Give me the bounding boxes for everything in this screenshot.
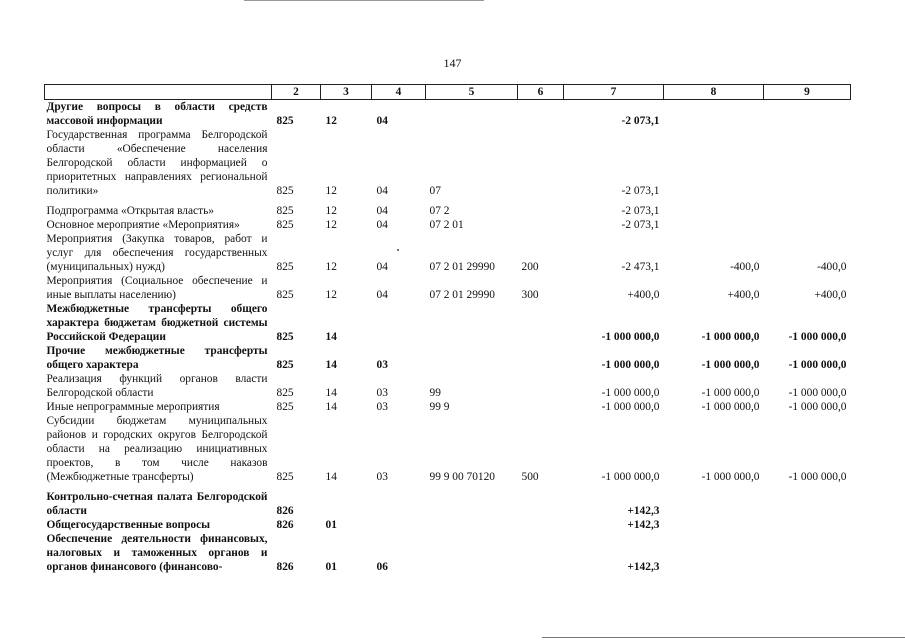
row-name: Обеспечение деятельности финансовых, налоговых и таможенных органов и органов финансового (финансово- — [46, 533, 268, 573]
amount-col7: -1 000 000,0 — [601, 331, 660, 343]
amount-col9 — [764, 198, 851, 218]
code-ministry: 825 — [276, 185, 294, 197]
amount-col9 — [764, 518, 851, 532]
table-row — [45, 198, 851, 218]
code-subsection: 04 — [376, 219, 388, 231]
amount-col7: -1 000 000,0 — [601, 471, 660, 483]
row-name: Иные непрограммные мероприятия — [46, 401, 220, 413]
code-expense-type: 500 — [521, 471, 539, 483]
amount-col7: -1 000 000,0 — [601, 359, 660, 371]
row-name: Подпрограмма «Открытая власть» — [46, 205, 214, 217]
code-target-article: 07 2 01 29990 — [429, 261, 495, 273]
scan-bottom-rule — [542, 637, 905, 638]
code-subsection: 03 — [376, 471, 388, 483]
amount-col8 — [664, 484, 764, 518]
amount-col9 — [764, 218, 851, 232]
code-ministry: 825 — [276, 261, 294, 273]
code-ministry: 826 — [276, 519, 294, 531]
code-subsection — [372, 518, 426, 532]
amount-col9: -1 000 000,0 — [788, 471, 847, 483]
code-expense-type — [518, 128, 564, 198]
amount-col7: +142,3 — [627, 561, 660, 573]
amount-col7: +400,0 — [627, 289, 660, 301]
code-ministry: 825 — [276, 205, 294, 217]
header-cell: 9 — [764, 85, 851, 100]
amount-col7: -1 000 000,0 — [601, 387, 660, 399]
code-subsection: 03 — [376, 401, 388, 413]
code-target-article — [426, 302, 518, 344]
header-cell: 5 — [426, 85, 518, 100]
header-cell: 8 — [664, 85, 764, 100]
code-subsection — [372, 302, 426, 344]
amount-col8 — [664, 518, 764, 532]
code-subsection: 04 — [376, 185, 388, 197]
code-ministry: 825 — [276, 289, 294, 301]
code-ministry: 825 — [276, 471, 294, 483]
code-expense-type — [518, 100, 564, 129]
amount-col8 — [664, 532, 764, 574]
amount-col7: -2 473,1 — [621, 261, 660, 273]
amount-col9: -400,0 — [817, 261, 847, 273]
amount-col9 — [764, 484, 851, 518]
code-ministry: 825 — [276, 331, 294, 343]
code-target-article — [426, 100, 518, 129]
code-section: 12 — [325, 115, 337, 127]
header-cell — [45, 85, 272, 100]
amount-col9 — [764, 532, 851, 574]
amount-col8: -400,0 — [730, 261, 760, 273]
amount-col8: +400,0 — [727, 289, 760, 301]
code-section: 12 — [325, 205, 337, 217]
code-section: 12 — [325, 289, 337, 301]
amount-col7: +142,3 — [627, 505, 660, 517]
header-cell: 6 — [518, 85, 564, 100]
amount-col7: +142,3 — [627, 519, 660, 531]
code-target-article: 07 2 01 29990 — [429, 289, 495, 301]
budget-table — [44, 84, 851, 574]
amount-col9 — [764, 100, 851, 129]
table-row — [45, 302, 851, 344]
amount-col8: -1 000 000,0 — [701, 471, 760, 483]
code-section: 14 — [325, 359, 337, 371]
code-ministry: 826 — [276, 505, 294, 517]
code-subsection — [372, 484, 426, 518]
table-body — [45, 100, 851, 575]
table-row — [45, 484, 851, 518]
amount-col9 — [764, 128, 851, 198]
amount-col8: -1 000 000,0 — [701, 401, 760, 413]
header-cell: 2 — [272, 85, 321, 100]
code-section: 14 — [325, 331, 337, 343]
code-expense-type — [518, 198, 564, 218]
code-section: 12 — [325, 185, 337, 197]
code-ministry: 825 — [276, 359, 294, 371]
code-target-article — [426, 518, 518, 532]
table-row — [45, 274, 851, 302]
amount-col9: -1 000 000,0 — [788, 359, 847, 371]
code-target-article — [426, 344, 518, 372]
row-name: Мероприятия (Социальное обеспечение и иные выплаты населению) — [46, 275, 268, 301]
table-row — [45, 532, 851, 574]
code-expense-type — [518, 372, 564, 400]
amount-col8: -1 000 000,0 — [701, 359, 760, 371]
code-target-article — [426, 532, 518, 574]
table-row — [45, 518, 851, 532]
table-row — [45, 100, 851, 129]
amount-col8 — [664, 128, 764, 198]
header-cell: 3 — [321, 85, 372, 100]
code-expense-type — [518, 400, 564, 414]
header-cell: 7 — [564, 85, 664, 100]
code-target-article: 99 9 — [429, 401, 450, 413]
code-ministry: 825 — [276, 115, 294, 127]
code-target-article: 07 2 — [429, 205, 450, 217]
code-expense-type: 200 — [521, 261, 539, 273]
amount-col7: -1 000 000,0 — [601, 401, 660, 413]
code-section — [321, 484, 372, 518]
row-name: Основное мероприятие «Мероприятия» — [46, 219, 240, 231]
code-section: 01 — [325, 561, 337, 573]
amount-col7: -2 073,1 — [621, 115, 660, 127]
row-name: Субсидии бюджетам муниципальных районов и городских округов Белгородской области на реализацию инициативных проектов, в том числе наказов (Межбюджетные трансферты) — [46, 415, 268, 483]
code-expense-type — [518, 484, 564, 518]
code-subsection: 06 — [376, 561, 388, 573]
header-cell: 4 — [372, 85, 426, 100]
code-target-article: 07 — [429, 185, 441, 197]
amount-col8: -1 000 000,0 — [701, 387, 760, 399]
code-ministry: 825 — [276, 401, 294, 413]
code-target-article: 99 — [429, 387, 441, 399]
amount-col7: -2 073,1 — [621, 219, 660, 231]
code-ministry: 825 — [276, 387, 294, 399]
table-row — [45, 232, 851, 274]
code-subsection: 03 — [376, 387, 388, 399]
code-section: 01 — [325, 519, 337, 531]
code-section: 14 — [325, 401, 337, 413]
code-subsection: 04 — [376, 205, 388, 217]
code-expense-type — [518, 532, 564, 574]
row-name: Государственная программа Белгородской области «Обеспечение населения Белгородской области информацией о приоритетных направлениях региональной политики» — [46, 129, 268, 197]
code-expense-type — [518, 344, 564, 372]
code-expense-type — [518, 518, 564, 532]
row-name: Другие вопросы в области средств массовой информации — [46, 101, 268, 127]
amount-col7: -2 073,1 — [621, 185, 660, 197]
code-target-article — [426, 484, 518, 518]
code-target-article: 07 2 01 — [429, 219, 464, 231]
row-name: Контрольно-счетная палата Белгородской области — [46, 491, 268, 517]
row-name: Межбюджетные трансферты общего характера бюджетам бюджетной системы Российской Федерации — [46, 303, 268, 343]
table-row — [45, 344, 851, 372]
table-row — [45, 218, 851, 232]
amount-col7: -2 073,1 — [621, 205, 660, 217]
amount-col9: +400,0 — [814, 289, 847, 301]
table-row — [45, 372, 851, 400]
code-ministry: 826 — [276, 561, 294, 573]
code-subsection: 04 — [376, 289, 388, 301]
scan-speck — [397, 249, 399, 251]
amount-col9: -1 000 000,0 — [788, 331, 847, 343]
page-number: 147 — [443, 56, 462, 70]
row-name: Общегосударственные вопросы — [46, 519, 211, 531]
code-ministry: 825 — [276, 219, 294, 231]
code-section: 12 — [325, 219, 337, 231]
code-expense-type — [518, 302, 564, 344]
row-name: Реализация функций органов власти Белгородской области — [46, 373, 268, 399]
amount-col9: -1 000 000,0 — [788, 387, 847, 399]
amount-col8 — [664, 100, 764, 129]
amount-col8 — [664, 218, 764, 232]
code-section: 14 — [325, 387, 337, 399]
header-row — [45, 85, 851, 100]
amount-col8 — [664, 198, 764, 218]
table-row — [45, 128, 851, 198]
code-expense-type: 300 — [521, 289, 539, 301]
code-subsection: 03 — [376, 359, 388, 371]
code-section: 14 — [325, 471, 337, 483]
table-row — [45, 400, 851, 414]
scan-top-rule — [244, 0, 484, 1]
code-target-article: 99 9 00 70120 — [429, 471, 495, 483]
code-section: 12 — [325, 261, 337, 273]
code-subsection: 04 — [376, 261, 388, 273]
amount-col8: -1 000 000,0 — [701, 331, 760, 343]
code-subsection: 04 — [376, 115, 388, 127]
amount-col9: -1 000 000,0 — [788, 401, 847, 413]
code-expense-type — [518, 218, 564, 232]
row-name: Прочие межбюджетные трансферты общего характера — [46, 345, 268, 371]
table-row — [45, 414, 851, 484]
row-name: Мероприятия (Закупка товаров, работ и услуг для обеспечения государственных (муниципальных) нужд) — [46, 233, 268, 273]
